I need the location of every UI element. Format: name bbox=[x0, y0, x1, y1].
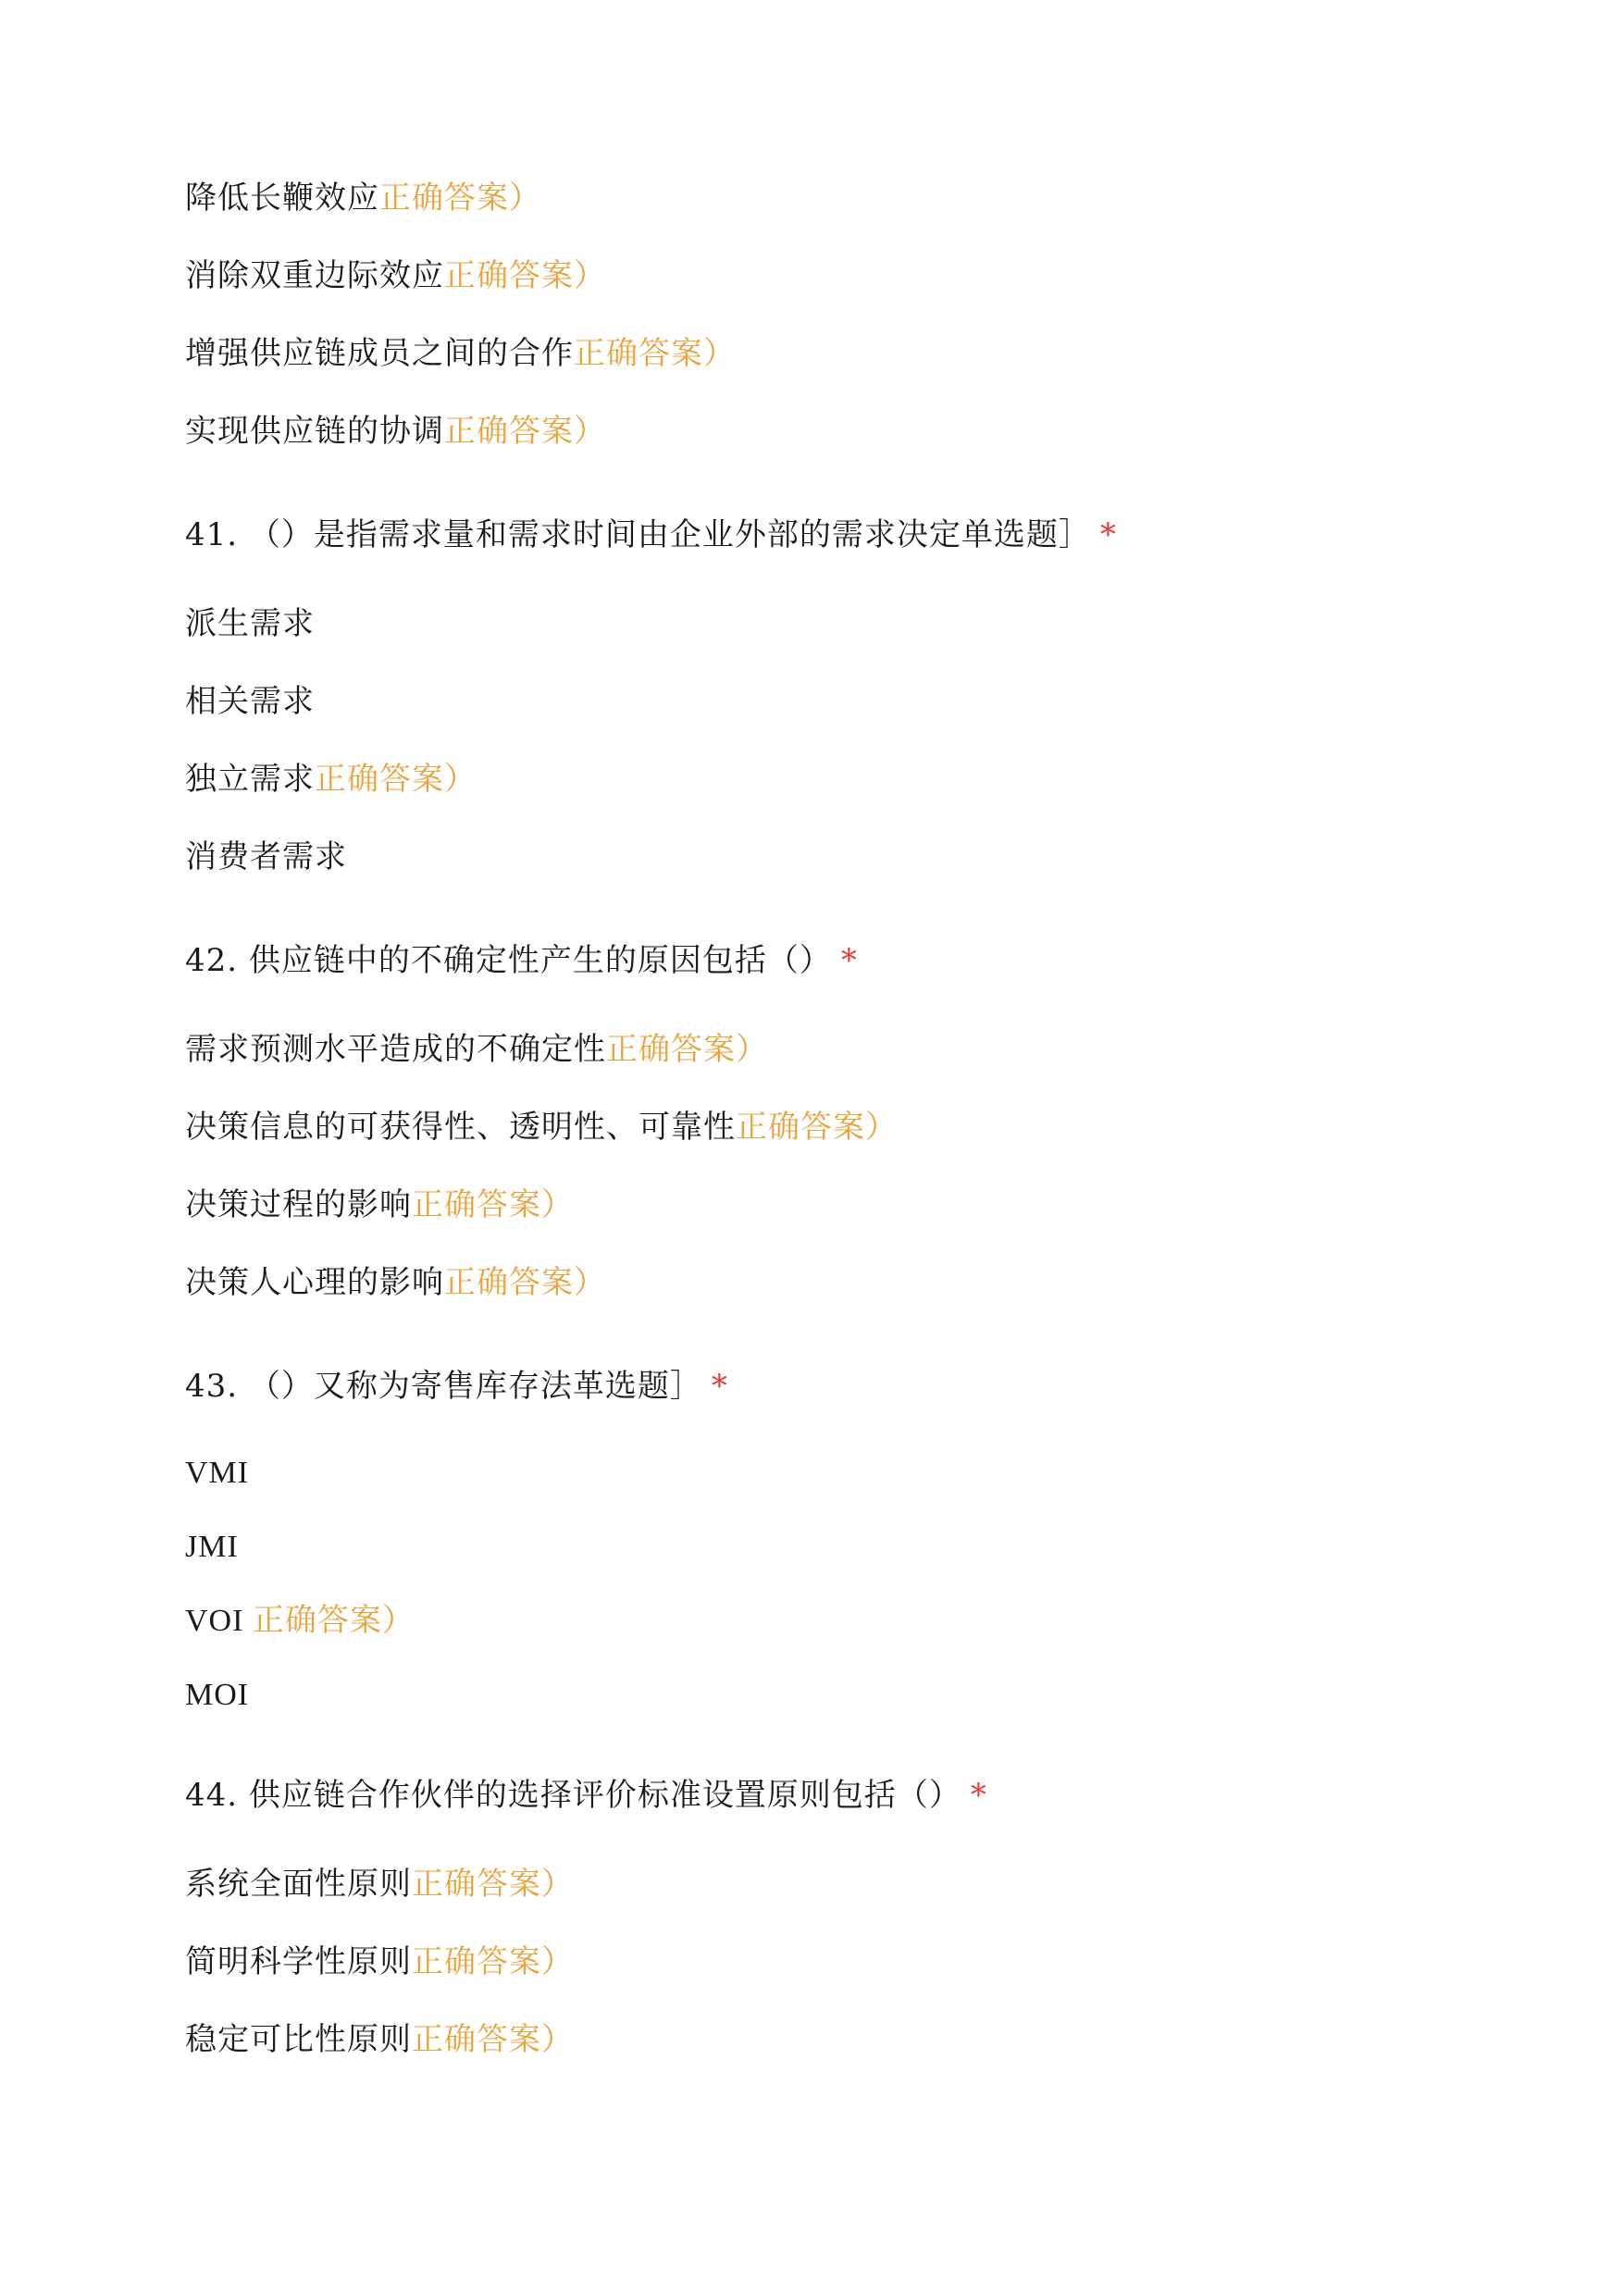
option-text: 决策人心理的影响 bbox=[185, 1264, 444, 1301]
correct-answer-mark: 正确答案） bbox=[252, 1604, 415, 1638]
option-line bbox=[185, 603, 315, 644]
correct-answer-mark: 正确答案） bbox=[444, 257, 606, 294]
required-star-icon: * bbox=[840, 942, 858, 979]
option-text: MOI bbox=[185, 1678, 250, 1712]
correct-answer-mark: 正确答案） bbox=[379, 180, 541, 217]
required-star-icon: * bbox=[711, 1368, 728, 1405]
question-41 bbox=[185, 515, 1117, 555]
question-44 bbox=[185, 1775, 987, 1816]
option-line bbox=[185, 178, 541, 218]
required-star-icon: * bbox=[1099, 516, 1117, 553]
correct-answer-mark: 正确答案） bbox=[412, 1186, 574, 1223]
correct-answer-mark: 正确答案） bbox=[606, 1031, 768, 1068]
option-text: 决策信息的可获得性、透明性、可靠性 bbox=[185, 1109, 736, 1146]
option-line bbox=[185, 1107, 898, 1148]
option-text: 增强供应链成员之间的合作 bbox=[185, 335, 574, 372]
correct-answer-mark: 正确答案） bbox=[315, 761, 477, 798]
option-line bbox=[185, 411, 606, 452]
option-line bbox=[185, 1262, 606, 1303]
option-line bbox=[185, 1675, 249, 1716]
option-text: 系统全面性原则 bbox=[185, 1866, 412, 1903]
option-text: JMI bbox=[185, 1530, 239, 1564]
option-text: 决策过程的影响 bbox=[185, 1186, 412, 1223]
option-text: 消除双重边际效应 bbox=[185, 257, 444, 294]
option-line bbox=[185, 681, 315, 722]
option-text: 派生需求 bbox=[185, 605, 315, 642]
correct-answer-mark: 正确答案） bbox=[444, 1264, 606, 1301]
correct-answer-mark: 正确答案） bbox=[412, 2021, 574, 2058]
question-text: 44. 供应链合作伙伴的选择评价标准设置原则包括（） bbox=[185, 1777, 961, 1814]
question-42 bbox=[185, 940, 858, 981]
option-text: 相关需求 bbox=[185, 683, 315, 720]
option-text: 独立需求 bbox=[185, 761, 315, 798]
option-line bbox=[185, 333, 736, 374]
option-text: 消费者需求 bbox=[185, 838, 347, 875]
option-text: 简明科学性原则 bbox=[185, 1943, 412, 1980]
option-line bbox=[185, 255, 606, 296]
required-star-icon: * bbox=[970, 1777, 987, 1814]
correct-answer-mark: 正确答案） bbox=[444, 413, 606, 450]
option-text: 实现供应链的协调 bbox=[185, 413, 444, 450]
option-line bbox=[185, 1527, 239, 1568]
correct-answer-mark: 正确答案） bbox=[736, 1109, 898, 1146]
option-line bbox=[185, 1601, 415, 1642]
question-43 bbox=[185, 1366, 728, 1407]
option-text: VMI bbox=[185, 1456, 250, 1490]
option-line bbox=[185, 1453, 249, 1494]
option-text: 降低长鞭效应 bbox=[185, 180, 379, 217]
option-line bbox=[185, 837, 347, 877]
correct-answer-mark: 正确答案） bbox=[412, 1943, 574, 1980]
option-line bbox=[185, 759, 477, 800]
option-line bbox=[185, 1941, 574, 1982]
option-text: 稳定可比性原则 bbox=[185, 2021, 412, 2058]
option-line bbox=[185, 1864, 574, 1904]
option-line bbox=[185, 2019, 574, 2060]
option-text: 需求预测水平造成的不确定性 bbox=[185, 1031, 606, 1068]
correct-answer-mark: 正确答案） bbox=[412, 1866, 574, 1903]
option-line bbox=[185, 1029, 768, 1070]
question-text: 43. （）又称为寄售库存法革选题］ bbox=[185, 1368, 702, 1405]
option-line bbox=[185, 1185, 574, 1225]
question-text: 41. （）是指需求量和需求时间由企业外部的需求决定单选题］ bbox=[185, 516, 1091, 553]
option-text: VOI bbox=[185, 1604, 253, 1638]
question-text: 42. 供应链中的不确定性产生的原因包括（） bbox=[185, 942, 832, 979]
correct-answer-mark: 正确答案） bbox=[574, 335, 736, 372]
